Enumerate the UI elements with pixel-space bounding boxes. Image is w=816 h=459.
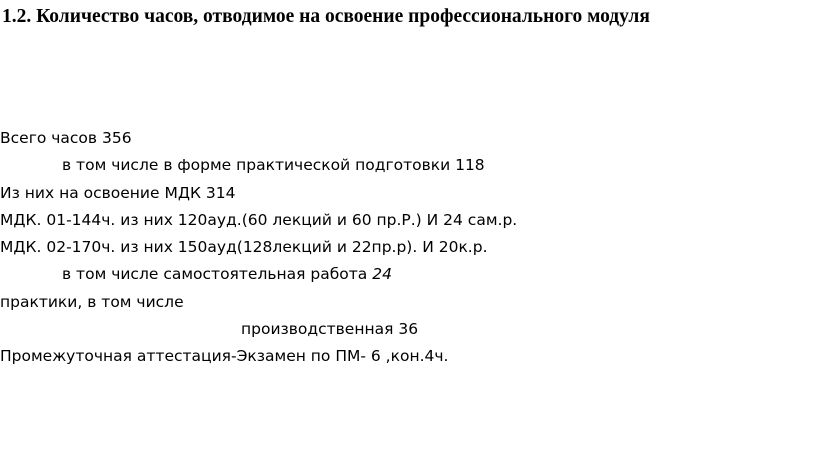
mdk02-line: МДК. 02-170ч. из них 150ауд(128лекций и 22пр.р). И 20к.р. bbox=[0, 238, 488, 257]
self-work-label: в том числе самостоятельная работа bbox=[62, 265, 373, 284]
mdk-total-line: Из них на освоение МДК 314 bbox=[0, 183, 236, 202]
practical-training-line: в том числе в форме практической подготовки 118 bbox=[62, 156, 485, 175]
mdk01-line: МДК. 01-144ч. из них 120ауд.(60 лекций и 60 пр.Р.) И 24 сам.р. bbox=[0, 210, 518, 229]
production-practice-line: производственная 36 bbox=[241, 320, 419, 339]
hours-breakdown bbox=[0, 125, 517, 371]
self-work-value: 24 bbox=[372, 265, 392, 284]
self-work-line bbox=[0, 261, 517, 288]
attestation-line: Промежуточная аттестация-Экзамен по ПМ- 6 ,кон.4ч. bbox=[0, 347, 449, 366]
practices-line: практики, в том числе bbox=[0, 292, 184, 311]
slide-title: 1.2. Количество часов, отводимое на освоение профессионального модуля bbox=[2, 6, 650, 27]
total-hours-line: Всего часов 356 bbox=[0, 129, 132, 147]
